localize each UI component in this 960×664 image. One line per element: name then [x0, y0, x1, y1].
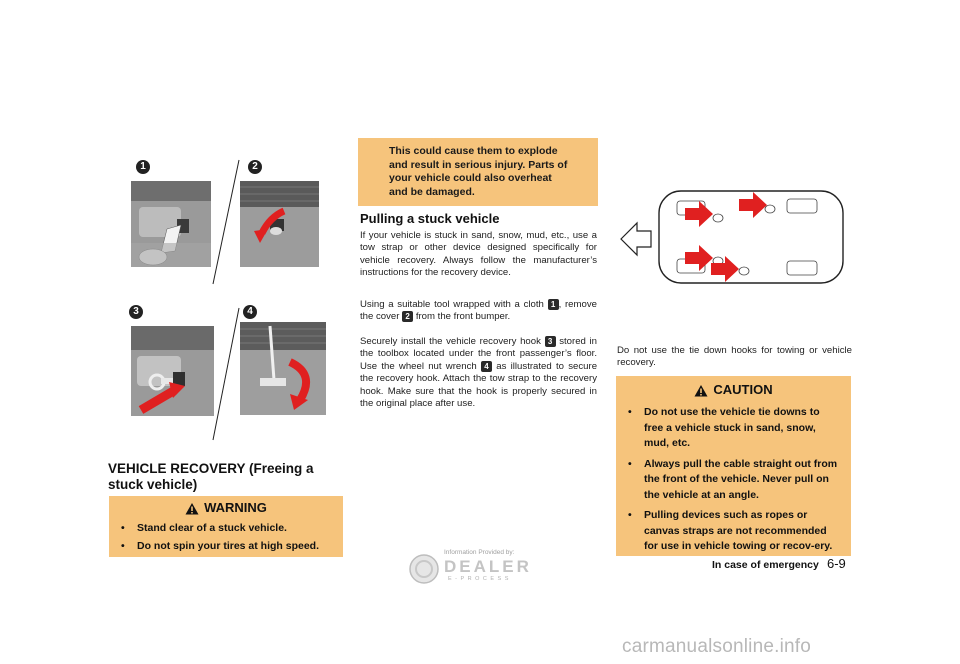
section-title: [108, 461, 348, 493]
caution-triangle-icon: [694, 384, 708, 397]
caution-label: CAUTION: [713, 382, 773, 397]
warning-item: • Do not spin your tires at high speed.: [137, 539, 343, 553]
caution-item: • Do not use the vehicle tie downs to free a vehicle stuck in sand, snow, mud, etc.: [644, 405, 841, 452]
section-title-line2: stuck vehicle): [108, 477, 198, 492]
p2-text-b: ,: [558, 299, 562, 310]
caution-item: • Pulling devices such as ropes or canvas straps are not recommended for use in vehicle towing or recov-ery.: [644, 508, 841, 555]
callout-ref-1: 1: [548, 299, 559, 310]
pulling-paragraph-3: [360, 336, 597, 410]
callout-1: 1: [136, 160, 150, 174]
p3-text-c: as illustrated to secure the recovery hook. Attach the tow strap to the recovery hook. Make sure that the hook is properly secured in the original place after use.: [360, 360, 598, 410]
warning-list: [137, 521, 343, 553]
warning-box: [109, 496, 343, 557]
warning-label: WARNING: [204, 500, 267, 515]
pulling-heading: Pulling a stuck vehicle: [360, 211, 500, 226]
step4-photo: [240, 322, 326, 415]
callout-ref-2: 2: [402, 311, 413, 322]
callout-3: 3: [129, 305, 143, 319]
footer-section-label: In case of emergency: [712, 559, 819, 571]
caution-box: [616, 376, 851, 556]
caution-header: [616, 376, 851, 397]
pulling-paragraph-2: [360, 299, 597, 324]
warning-continuation-line: and be damaged.: [389, 185, 475, 198]
step2-photo: [240, 181, 319, 267]
pulling-paragraph-1: If your vehicle is stuck in sand, snow, mud, etc., use a tow strap or other device designed specifically for vehicle recovery. Always follow the manufacturer’s instructions for the recovery device.: [360, 230, 597, 279]
callout-4: 4: [243, 305, 257, 319]
front-direction-icon: [621, 223, 651, 255]
warning-continuation-text: [389, 145, 589, 199]
warning-continuation-box: [358, 138, 598, 206]
warning-continuation-line: and result in serious injury. Parts of: [389, 158, 568, 171]
caution-item: • Always pull the cable straight out from the front of the vehicle. Never pull on the vehicle at an angle.: [644, 457, 841, 504]
p3-text-b: stored in the toolbox located under the front passenger’s floor. Use the wheel nut wrench: [360, 336, 597, 372]
section-title-line1: VEHICLE RECOVERY (Freeing a: [108, 461, 314, 476]
step1-photo: [131, 181, 211, 267]
warning-triangle-icon: [185, 502, 199, 515]
page-number: 6-9: [827, 556, 846, 571]
p3-text-a: Securely install the vehicle recovery hook: [360, 336, 541, 347]
dealer-subname: E-PROCESS: [448, 576, 512, 582]
dealer-name: DEALER: [444, 557, 532, 576]
p2-text-c: remove the cover: [360, 299, 597, 323]
dealer-tagline: Information Provided by:: [444, 549, 515, 556]
tie-down-note: Do not use the tie down hooks for towing or vehicle recovery.: [617, 345, 852, 369]
dealer-emblem-icon: [408, 553, 440, 585]
tie-down-diagram: [619, 187, 847, 287]
callout-ref-4: 4: [481, 361, 492, 372]
warning-header: [109, 496, 343, 515]
dealer-logo: [408, 547, 548, 587]
callout-2: 2: [248, 160, 262, 174]
p2-text-d: from the front bumper.: [415, 311, 511, 323]
p2-text-a: Using a suitable tool wrapped with a cloth: [360, 299, 544, 310]
step3-photo: [131, 326, 214, 416]
callout-ref-3: 3: [545, 336, 556, 347]
watermark: carmanualsonline.info: [622, 636, 812, 657]
warning-item: • Stand clear of a stuck vehicle.: [137, 521, 343, 535]
warning-continuation-line: your vehicle could also overheat: [389, 172, 552, 184]
caution-list: [644, 405, 841, 555]
warning-continuation-line: This could cause them to explode: [389, 145, 558, 157]
